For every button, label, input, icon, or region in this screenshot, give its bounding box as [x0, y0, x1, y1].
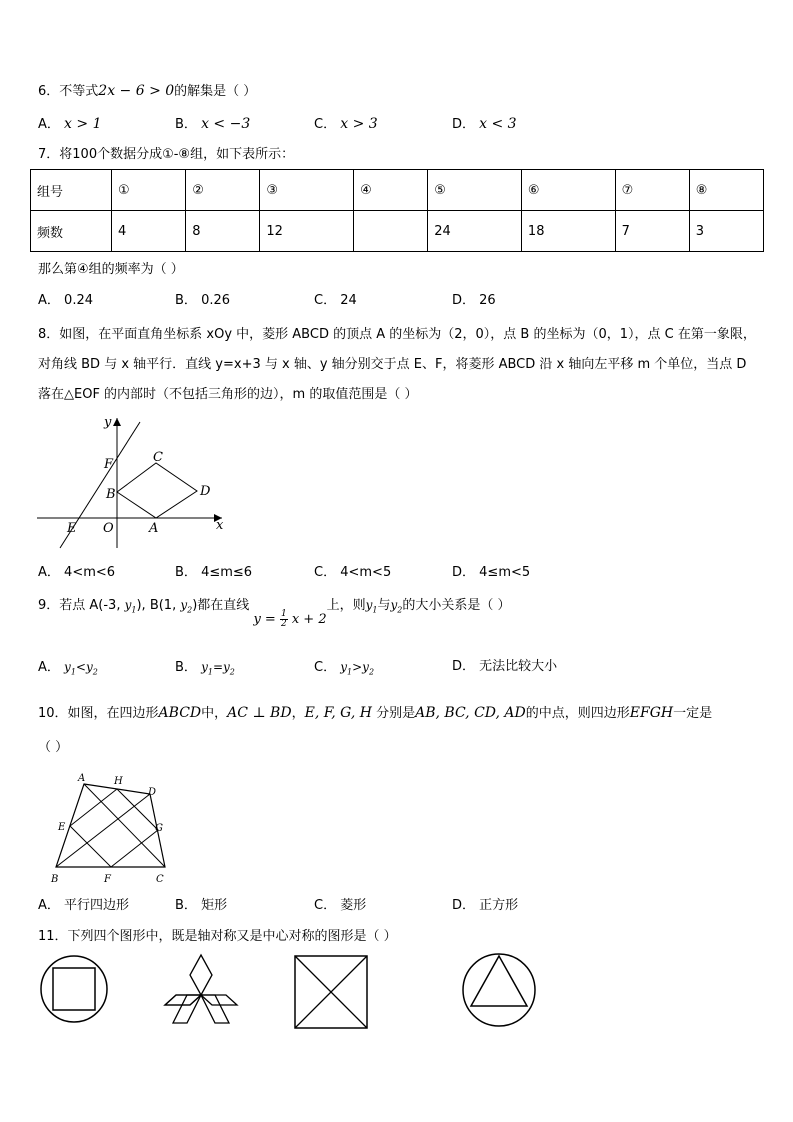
table-cell: ⑥ — [521, 170, 615, 211]
frequency-table — [30, 169, 764, 252]
q8-options — [38, 564, 738, 584]
q8-option-d[interactable]: D． 4≤m<5 — [452, 565, 531, 580]
label-B: B — [51, 874, 59, 885]
label-G: G — [155, 823, 163, 834]
q7-option-d[interactable]: D． 26 — [452, 293, 496, 308]
q10-options — [38, 897, 738, 917]
label-A: A — [149, 521, 159, 536]
q7-question: 那么第④组的频率为（ ） — [38, 262, 184, 277]
q6-option-c[interactable]: C． x > 3 — [314, 116, 378, 132]
table-header-frequency: 频数 — [31, 211, 112, 252]
label-F: F — [104, 874, 111, 885]
q9-line-equation: y = $\frac{1}{2}$ x + 2 — [253, 609, 327, 629]
table-cell: 7 — [615, 211, 689, 252]
q8-option-b[interactable]: B． 4≤m≤6 — [175, 565, 253, 580]
q6-option-d[interactable]: D． x < 3 — [452, 116, 517, 132]
q7-option-b[interactable]: B． 0.26 — [175, 293, 231, 308]
q8-stem: 8．如图，在平面直角坐标系 xOy 中，菱形 ABCD 的顶点 A 的坐标为（2，0），点 B 的坐标为（0，1），点 C 在第一象限，对角线 BD 与 x 轴平行．直线 y=x+3 与 x 轴、y 轴分别交于点 E、F，将菱形 ABCD 沿 x 轴向左平移 m 个单位，当点 D 落在△EOF 的内部时（不包括三角形的边），m 的取值范围是（ ） — [38, 327, 756, 402]
q11-figure-square-in-circle[interactable] — [38, 953, 110, 1025]
q11-stem: 11．下列四个图形中，既是轴对称又是中心对称的图形是（ ） — [38, 929, 397, 944]
table-row — [31, 211, 764, 252]
label-C: C — [156, 874, 164, 885]
q9-option-c[interactable]: C． $y_1>y_2$ — [314, 660, 375, 677]
q9-stem: 9．若点 A(-3, $y_1$), B(1, $y_2$)都在直线 y = $\frac{1}{2}$ x + 2上，则$y_1$与$y_2$的大小关系是（ ） — [38, 598, 511, 629]
q10-option-a[interactable]: A． 平行四边形 — [38, 898, 130, 913]
table-header-group: 组号 — [31, 170, 112, 211]
q6-inequality: 2x − 6 > 0 — [98, 83, 175, 99]
q10-quadrilateral-figure — [44, 770, 179, 888]
q9-option-b[interactable]: B． $y_1=y_2$ — [175, 660, 235, 677]
table-cell: ⑤ — [428, 170, 522, 211]
q10-option-c[interactable]: C． 菱形 — [314, 898, 367, 913]
q7-stem: 7．将100个数据分成①-⑧组，如下表所示： — [38, 147, 295, 162]
label-E: E — [58, 822, 66, 833]
table-cell: 4 — [112, 211, 186, 252]
q9-option-a[interactable]: A． $y_1<y_2$ — [38, 660, 98, 677]
q6-stem — [38, 82, 256, 101]
table-cell: 18 — [521, 211, 615, 252]
table-cell: ⑧ — [689, 170, 763, 211]
q6-option-a[interactable]: A． x > 1 — [38, 116, 102, 132]
q6-stem-suffix: 的解集是（ ） — [174, 84, 257, 99]
q8-coordinate-figure — [32, 412, 232, 552]
label-B: B — [106, 487, 116, 502]
table-row — [31, 170, 764, 211]
table-cell: ⑦ — [615, 170, 689, 211]
table-cell: 8 — [186, 211, 260, 252]
label-D: D — [200, 484, 211, 499]
table-cell: ③ — [260, 170, 354, 211]
label-A: A — [78, 773, 86, 784]
table-cell — [354, 211, 428, 252]
label-E: E — [67, 521, 77, 536]
label-D: D — [148, 787, 157, 798]
q10-paren: （ ） — [38, 740, 69, 755]
q6-option-b[interactable]: B． x < −3 — [175, 116, 251, 132]
q8-option-a[interactable]: A． 4<m<6 — [38, 565, 116, 580]
label-H: H — [114, 776, 123, 787]
q9-option-d[interactable]: D． 无法比较大小 — [452, 659, 558, 674]
label-y: y — [104, 415, 112, 430]
label-x: x — [216, 518, 224, 533]
label-O: O — [103, 521, 114, 536]
table-cell: ④ — [354, 170, 428, 211]
q10-stem: 10．如图，在四边形ABCD中，AC ⊥ BD，E, F, G, H 分别是AB, BC, CD, AD的中点，则四边形EFGH一定是 — [38, 705, 713, 721]
q11-figure-square-with-diagonals[interactable] — [293, 954, 371, 1030]
q6-stem-prefix: 6．不等式 — [38, 84, 99, 99]
table-cell: 12 — [260, 211, 354, 252]
q11-figure-triangle-in-circle[interactable] — [461, 950, 537, 1030]
table-cell: 3 — [689, 211, 763, 252]
q10-option-b[interactable]: B． 矩形 — [175, 898, 228, 913]
q11-figure-three-rhombi[interactable] — [155, 953, 247, 1027]
label-C: C — [153, 450, 163, 465]
q6-options — [38, 115, 738, 135]
q8-option-c[interactable]: C． 4<m<5 — [314, 565, 392, 580]
table-cell: 24 — [428, 211, 522, 252]
q7-option-c[interactable]: C． 24 — [314, 293, 357, 308]
q7-option-a[interactable]: A． 0.24 — [38, 293, 93, 308]
q7-options — [38, 292, 738, 312]
label-F: F — [104, 457, 114, 472]
q10-option-d[interactable]: D． 正方形 — [452, 898, 519, 913]
table-cell: ① — [112, 170, 186, 211]
table-cell: ② — [186, 170, 260, 211]
q9-options — [38, 658, 738, 678]
